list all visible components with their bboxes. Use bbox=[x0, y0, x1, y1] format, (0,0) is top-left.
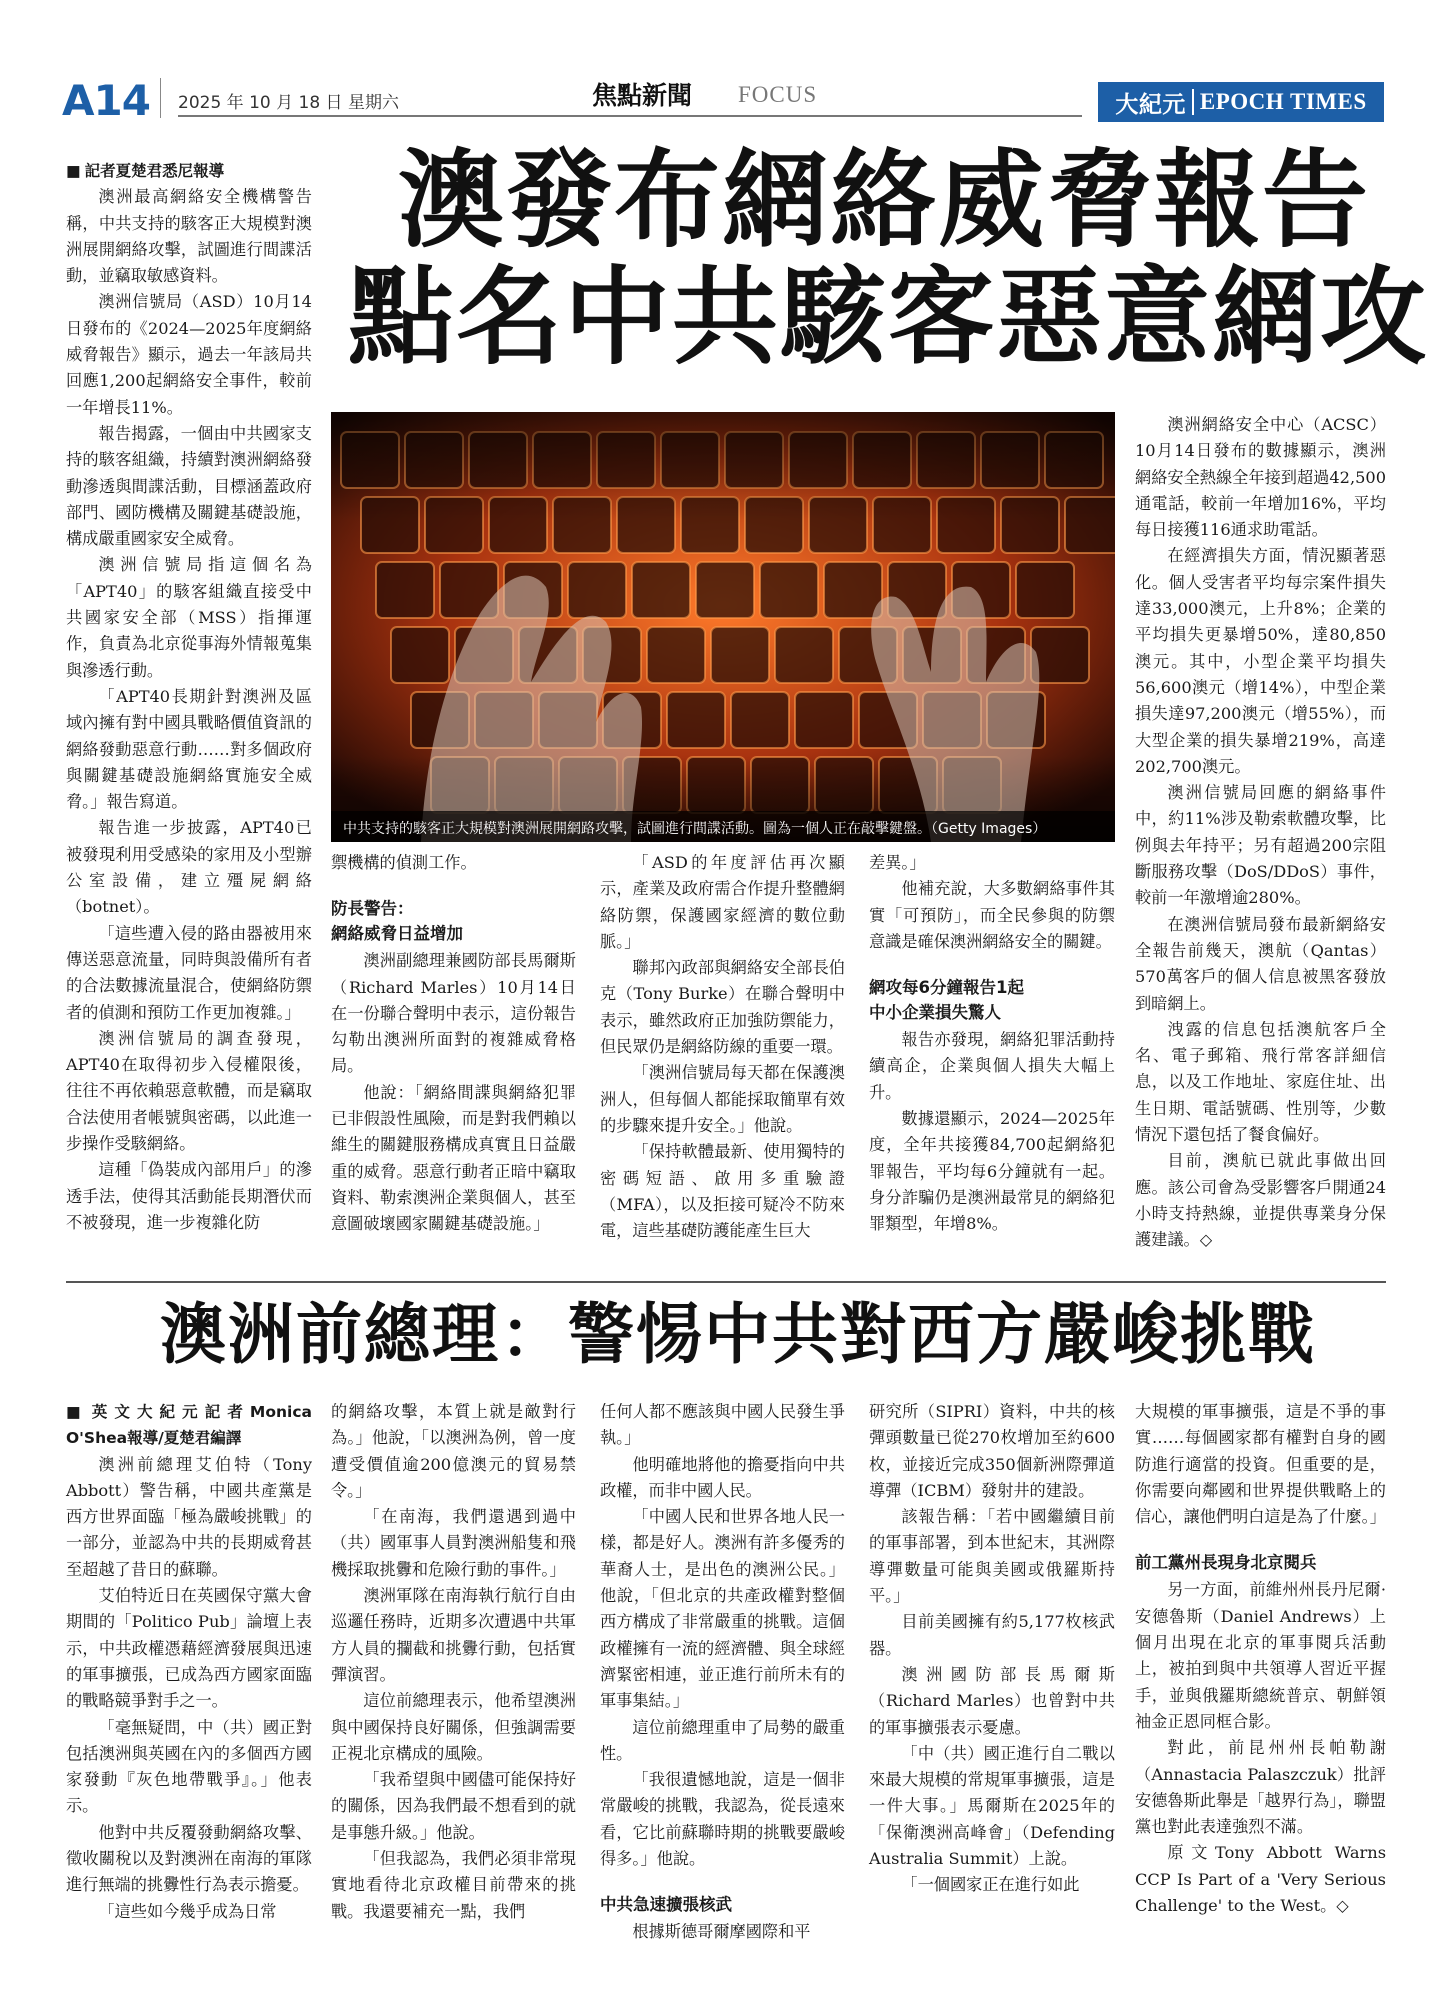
article2-column-2 bbox=[331, 1399, 576, 1925]
paragraph: 另一方面，前維州州長丹尼爾·安德魯斯（Daniel Andrews）上個月出現在北京的軍事閱兵活動上，被拍到與中共領導人習近平握手，並與俄羅斯總統普京、朝鮮領袖金正恩同框合影。 bbox=[1135, 1580, 1386, 1731]
paragraph: 對此，前昆州州長帕勒謝（Annastacia Palaszczuk）批評安德魯斯此舉是「越界行為」，聯盟黨也對此表達強烈不滿。 bbox=[1135, 1738, 1386, 1837]
header-rule bbox=[178, 115, 1082, 117]
epoch-times-logo bbox=[1098, 82, 1384, 122]
article2-column-4 bbox=[869, 1399, 1115, 1899]
subheading: 網攻每6分鐘報告1起 中小企業損失驚人 bbox=[869, 978, 1024, 1023]
paragraph: 該報告稱：「若中國繼續目前的軍事部署，到本世紀末，其洲際導彈數量可能與美國或俄羅斯持平。」 bbox=[869, 1507, 1115, 1606]
paragraph: 「中國人民和世界各地人民一樣，都是好人。澳洲有許多優秀的華裔人士，是出色的澳洲公民。」他說，「但北京的共產政權對整個西方構成了非常嚴重的挑戰。這個政權擁有一流的經濟體、與全球經濟緊密相連，並正進行前所未有的軍事集結。」 bbox=[600, 1507, 845, 1711]
paragraph: 「ASD的年度評估再次顯示，產業及政府需合作提升整體網絡防禦，保護國家經濟的數位動脈。」 bbox=[600, 853, 845, 951]
paragraph: 在經濟損失方面，情況顯著惡化。個人受害者平均每宗案件損失達33,000澳元，上升8%；企業的平均損失更暴增50%，達80,850澳元。其中，小型企業平均損失56,600澳元（增14%），中型企業損失達97,200澳元（增55%），而大型企業的損失暴增219%，高達202,700澳元。 bbox=[1135, 546, 1386, 776]
issue-date: 2025 年 10 月 18 日 星期六 bbox=[178, 93, 399, 113]
paragraph: 數據還顯示，2024—2025年度，全年共接獲84,700起網絡犯罪報告，平均每6分鐘就有一起。身分詐騙仍是澳洲最常見的網絡犯罪類型，年增8%。 bbox=[869, 1109, 1115, 1234]
paragraph: 「澳洲信號局每天都在保護澳洲人，但每個人都能採取簡單有效的步驟來提升安全。」他說。 bbox=[600, 1063, 845, 1135]
article1-column-4 bbox=[869, 850, 1115, 1238]
paragraph: 「我希望與中國儘可能保持好的關係，因為我們最不想看到的就是事態升級。」他說。 bbox=[331, 1770, 576, 1842]
paragraph: 「在南海，我們還遇到過中（共）國軍事人員對澳洲船隻和飛機採取挑釁和危險行動的事件。」 bbox=[331, 1507, 576, 1579]
article1-column-2 bbox=[331, 850, 576, 1238]
article2-column-1 bbox=[66, 1399, 312, 1925]
paragraph: 報告進一步披露，APT40已被發現利用受感染的家用及小型辦公室設備，建立殭屍網絡（botnet）。 bbox=[66, 818, 312, 917]
article2-column-3 bbox=[600, 1399, 845, 1946]
article2-headline: 澳洲前總理：警惕中共對西方嚴峻挑戰 bbox=[160, 1296, 1316, 1373]
keyboard-photo bbox=[331, 412, 1115, 842]
subheading: 防長警告： 網絡威脅日益增加 bbox=[331, 899, 463, 944]
paragraph: 「保持軟體最新、使用獨特的密碼短語、啟用多重驗證（MFA），以及拒接可疑冷不防來電，這些基礎防護能產生巨大 bbox=[600, 1142, 845, 1241]
paragraph-continued: 的網絡攻擊，本質上就是敵對行為。」他說，「以澳洲為例，曾一度遭受價值逾200億澳元的貿易禁令。」 bbox=[331, 1402, 576, 1500]
paragraph: 澳洲副總理兼國防部長馬爾斯（Richard Marles）10月14日在一份聯合聲明中表示，這份報告勾勒出澳洲所面對的複雜威脅格局。 bbox=[331, 951, 576, 1076]
article1-headline-line2: 點名中共駭客惡意網攻 bbox=[348, 256, 1428, 379]
paragraph: 艾伯特近日在英國保守黨大會期間的「Politico Pub」論壇上表示，中共政權憑藉經濟發展與迅速的軍事擴張，已成為西方國家面臨的戰略競爭對手之一。 bbox=[66, 1586, 312, 1711]
paragraph: 「中（共）國正進行自二戰以來最大規模的常規軍事擴張，這是一件大事。」馬爾斯在2025年的「保衛澳洲高峰會」（Defending Australia Summit）上說。 bbox=[869, 1743, 1115, 1869]
paragraph: 根據斯德哥爾摩國際和平 bbox=[632, 1922, 811, 1942]
article1-headline-line1: 澳發布網絡威脅報告 bbox=[398, 139, 1370, 262]
paragraph: 報告揭露，一個由中共國家支持的駭客組織，持續對澳洲網絡發動滲透與間諜活動，目標涵蓋政府部門、國防機構及關鍵基礎設施，構成嚴重國家安全威脅。 bbox=[66, 423, 312, 549]
section-title: 焦點新聞 bbox=[592, 81, 693, 110]
paragraph: 澳洲軍隊在南海執行航行自由巡邏任務時，近期多次遭遇中共軍方人員的攔截和挑釁行動，包括實彈演習。 bbox=[331, 1586, 576, 1684]
paragraph: 「一個國家正在進行如此 bbox=[901, 1875, 1080, 1895]
page-number: A14 bbox=[62, 76, 150, 125]
paragraph: 澳洲信號局的調查發現，APT40在取得初步入侵權限後，往往不再依賴惡意軟體，而是竊取合法使用者帳號與密碼，以此進一步操作受駭網絡。 bbox=[66, 1028, 312, 1153]
paragraph: 在澳洲信號局發布最新網絡安全報告前幾天，澳航（Qantas）570萬客戶的個人信息被黑客發放到暗網上。 bbox=[1135, 914, 1386, 1013]
paragraph: 原文Tony Abbott Warns CCP Is Part of a 'Very Serious Challenge' to the West。◇ bbox=[1135, 1843, 1386, 1916]
article2-column-5 bbox=[1135, 1399, 1386, 1919]
paragraph: 澳洲信號局回應的網絡事件中，約11%涉及勒索軟體攻擊，比例與去年持平；另有超過200宗阻斷服務攻擊（DoS/DDoS）事件，較前一年激增逾280%。 bbox=[1135, 783, 1386, 908]
paragraph: 「我很遺憾地說，這是一個非常嚴峻的挑戰，我認為，從長遠來看，它比前蘇聯時期的挑戰要嚴峻得多。」他說。 bbox=[600, 1770, 845, 1869]
paragraph: 他說：「網絡間諜與網絡犯罪已非假設性風險，而是對我們賴以維生的關鍵服務構成真實且日益嚴重的威脅。惡意行動者正暗中竊取資料、勒索澳洲企業與個人，甚至意圖破壞國家關鍵基礎設施。」 bbox=[331, 1082, 576, 1234]
paragraph: 「但我認為，我們必須非常現實地看待北京政權目前帶來的挑戰。我還要補充一點，我們 bbox=[331, 1849, 576, 1921]
paragraph: 「APT40長期針對澳洲及區域內擁有對中國具戰略價值資訊的網絡發動惡意行動……對多個政府與關鍵基礎設施網絡實施安全威脅。」報告寫道。 bbox=[66, 686, 312, 812]
paragraph: 這位前總理重申了局勢的嚴重性。 bbox=[600, 1717, 845, 1763]
paragraph: 他明確地將他的擔憂指向中共政權，而非中國人民。 bbox=[600, 1454, 845, 1500]
paragraph: 這位前總理表示，他希望澳洲與中國保持良好關係，但強調需要正視北京構成的風險。 bbox=[331, 1691, 576, 1763]
subheading: 前工黨州長現身北京閱兵 bbox=[1135, 1553, 1317, 1573]
paragraph: 他對中共反覆發動網絡攻擊、徵收關稅以及對澳洲在南海的軍隊進行無端的挑釁性行為表示擔憂。 bbox=[66, 1822, 312, 1895]
paragraph: 「這些遭入侵的路由器被用來傳送惡意流量，同時與設備所有者的合法數據流量混合，使網絡防禦者的偵測和預防工作更加複雜。」 bbox=[66, 923, 312, 1022]
paragraph: 澳洲信號局（ASD）10月14日發布的《2024—2025年度網絡威脅報告》顯示，過去一年該局共回應1,200起網絡安全事件，較前一年增長11%。 bbox=[66, 292, 312, 417]
byline: ■ 英文大紀元記者Monica O'Shea報導/夏楚君編譯 bbox=[66, 1399, 312, 1452]
paragraph: 澳洲最高網絡安全機構警告稱，中共支持的駭客正大規模對澳洲展開網絡攻擊，試圖進行間諜活動，並竊取敏感資料。 bbox=[66, 187, 312, 286]
paragraph: 聯邦內政部與網絡安全部長伯克（Tony Burke）在聯合聲明中表示，雖然政府正加強防禦能力，但民眾仍是網絡防線的重要一環。 bbox=[600, 958, 845, 1057]
paragraph: 澳洲信號局指這個名為「APT40」的駭客組織直接受中共國家安全部（MSS）指揮運作，負責為北京從事海外情報蒐集與滲透行動。 bbox=[66, 555, 312, 680]
paragraph: 報告亦發現，網絡犯罪活動持續高企，企業與個人損失大幅上升。 bbox=[869, 1030, 1115, 1102]
article-divider bbox=[66, 1281, 1386, 1283]
header-divider bbox=[160, 78, 161, 118]
section-title-en: FOCUS bbox=[738, 82, 818, 107]
byline: ■ 記者夏楚君悉尼報導 bbox=[66, 158, 312, 184]
article1-column-1 bbox=[66, 158, 312, 1236]
paragraph: 澳洲網絡安全中心（ACSC）10月14日發布的數據顯示，澳洲網絡安全熱線全年接到超過42,500通電話，較前一年增加16%，平均每日接獲116通求助電話。 bbox=[1135, 415, 1386, 540]
paragraph: 「這些如今幾乎成為日常 bbox=[98, 1901, 277, 1921]
article1-column-5 bbox=[1135, 412, 1386, 1254]
paragraph-continued: 任何人都不應該與中國人民發生爭執。」 bbox=[600, 1402, 845, 1448]
paragraph: 澳洲前總理艾伯特（Tony Abbott）警告稱，中國共產黨是西方世界面臨「極為嚴峻挑戰」的一部分，並認為中共的長期威脅甚至超越了昔日的蘇聯。 bbox=[66, 1454, 312, 1579]
photo-caption: 中共支持的駭客正大規模對澳洲展開網路攻擊，試圖進行間諜活動。圖為一個人正在敲擊鍵盤。（Getty Images） bbox=[331, 811, 1115, 842]
paragraph: 這種「偽裝成內部用戶」的滲透手法，使得其活動能長期潛伏而不被發現，進一步複雜化防 bbox=[66, 1160, 312, 1232]
paragraph: 澳洲國防部長馬爾斯（Richard Marles）也曾對中共的軍事擴張表示憂慮。 bbox=[869, 1664, 1115, 1737]
paragraph-continued: 禦機構的偵測工作。 bbox=[331, 853, 477, 872]
paragraph: 目前美國擁有約5,177枚核武器。 bbox=[869, 1612, 1115, 1658]
paragraph: 「毫無疑問，中（共）國正對包括澳洲與英國在內的多個西方國家發動『灰色地帶戰爭』。」他表示。 bbox=[66, 1717, 312, 1816]
article1-column-3 bbox=[600, 850, 845, 1244]
paragraph: 他補充說，大多數網絡事件其實「可預防」，而全民參與的防禦意識是確保澳洲網絡安全的關鍵。 bbox=[869, 879, 1115, 951]
paragraph-continued: 差異。」 bbox=[869, 853, 926, 872]
logo-cn: 大紀元 bbox=[1115, 91, 1186, 117]
logo-en: EPOCH TIMES bbox=[1199, 89, 1367, 114]
subheading: 中共急速擴張核武 bbox=[600, 1895, 732, 1915]
paragraph-continued: 研究所（SIPRI）資料，中共的核彈頭數量已從270枚增加至約600枚，並接近完成350個新洲際彈道導彈（ICBM）發射井的建設。 bbox=[869, 1402, 1115, 1500]
paragraph: 目前，澳航已就此事做出回應。該公司會為受影響客戶開通24小時支持熱線，並提供專業身分保護建議。◇ bbox=[1135, 1151, 1386, 1250]
paragraph-continued: 大規模的軍事擴張，這是不爭的事實……每個國家都有權對自身的國防進行適當的投資。但重要的是，你需要向鄰國和世界提供戰略上的信心，讓他們明白這是為了什麼。」 bbox=[1135, 1402, 1386, 1527]
paragraph: 洩露的信息包括澳航客戶全名、電子郵箱、飛行常客詳細信息，以及工作地址、家庭住址、出生日期、電話號碼、性別等，少數情況下還包括了餐食偏好。 bbox=[1135, 1019, 1386, 1145]
